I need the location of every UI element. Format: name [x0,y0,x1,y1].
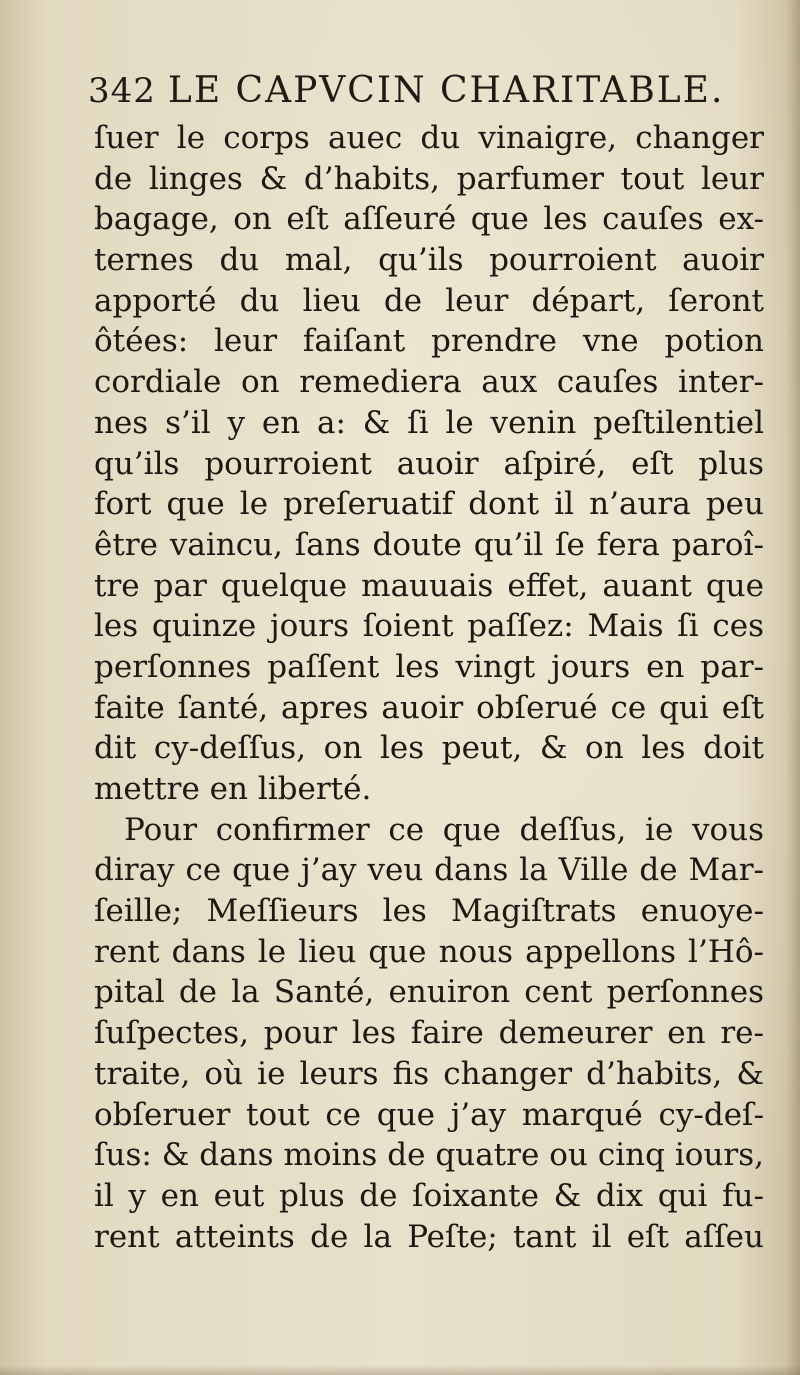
text-line: ſuſpectes, pour les faire demeurer en re- [94,1015,764,1052]
text-line: apporté du lieu de leur départ, ſeront [94,282,764,319]
page-bottom-shadow [0,1365,800,1375]
text-line: diray ce que j’ay veu dans la Ville de Mar- [94,852,764,889]
text-line: ſeille; Meſſieurs les Magiſtrats enuoye- [94,893,764,930]
text-line: obſeruer tout ce que j’ay marqué cy-deſ- [94,1096,764,1133]
text-line: de linges & d’habits, parfumer tout leur [94,160,764,197]
text-line: pital de la Santé, enuiron cent perſonnes [94,974,764,1011]
text-line: il y en eut plus de ſoixante & dix qui fu- [94,1177,764,1214]
text-line: cordiale on remediera aux cauſes inter- [94,364,764,401]
text-line: faite ſanté, apres auoir obſerué ce qui eſt [94,689,764,726]
header-title: LE CAPVCIN CHARITABLE. [167,70,725,111]
text-line: les quinze jours ſoient paſſez: Mais ſi ces [94,608,764,645]
text-line: être vaincu, ſans doute qu’il ſe fera paroî- [94,526,764,563]
text-line: ſuer le corps auec du vinaigre, changer [94,120,764,156]
text-line: ternes du mal, qu’ils pourroient auoir [94,242,764,279]
text-line: rent atteints de la Peſte; tant il eſt aſſeu [94,1218,764,1255]
text-line: ſus: & dans moins de quatre ou cinq iours, [94,1137,764,1174]
running-head [88,70,768,120]
text-line-paragraph-start: Pour confirmer ce que deſſus, ie vous [124,811,764,848]
text-line: traite, où ie leurs fis changer d’habits, & [94,1055,764,1092]
body-text [94,118,764,1257]
text-line: rent dans le lieu que nous appellons l’Hô- [94,933,764,970]
page-edge-shadow [786,0,800,1375]
text-line: tre par quelque mauuais effet, auant que [94,567,764,604]
page-number: 342 [88,71,156,111]
text-line-paragraph-end: mettre en liberté. [94,771,372,807]
text-line: nes s’il y en a: & ſi le venin peſtilentiel [94,404,764,441]
text-line: dit cy-deſſus, on les peut, & on les doit [94,730,764,767]
text-line: qu’ils pourroient auoir aſpiré, eſt plus [94,445,764,482]
text-line: ôtées: leur faiſant prendre vne potion [94,323,764,360]
text-line: fort que le preſeruatif dont il n’aura peu [94,486,764,523]
text-line: bagage, on eſt aſſeuré que les cauſes ex- [94,201,764,238]
text-line: perſonnes paſſent les vingt jours en par- [94,648,764,685]
